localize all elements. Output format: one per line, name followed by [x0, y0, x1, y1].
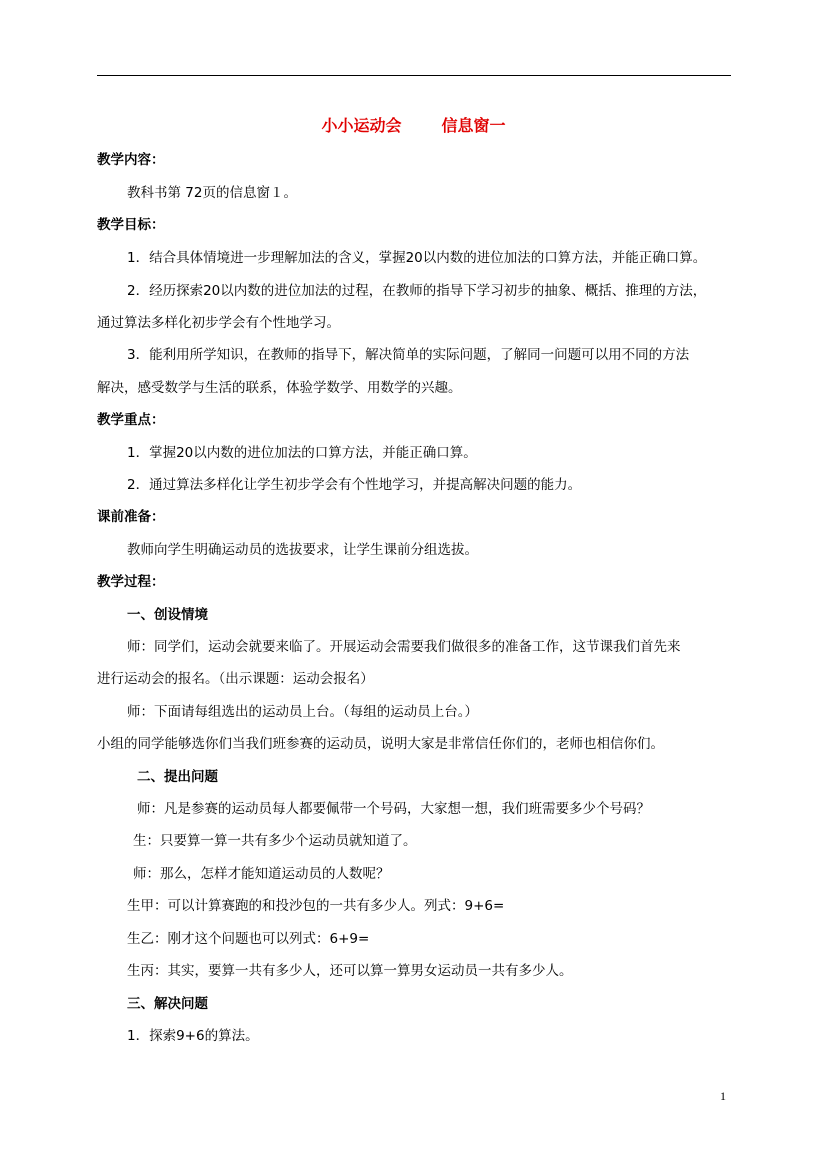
dialogue-line: 生：只要算一算一共有多少个运动员就知道了。 — [133, 833, 417, 849]
step-1: 1．探索9+6的算法。 — [127, 1028, 259, 1044]
title-part-2: 信息窗一 — [441, 116, 506, 135]
document-title — [0, 113, 827, 136]
header-rule — [97, 75, 731, 76]
subheading-scenario: 一、创设情境 — [127, 607, 208, 623]
paragraph-content: 教科书第 72页的信息窗１。 — [127, 185, 297, 201]
dialogue-line: 生丙：其实，要算一共有多少人，还可以算一算男女运动员一共有多少人。 — [127, 963, 573, 979]
dialogue-line: 师：凡是参赛的运动员每人都要佩带一个号码，大家想一想，我们班需要多少个号码？ — [137, 801, 650, 817]
goal-3-continued: 解决，感受数学与生活的联系，体验学数学、用数学的兴趣。 — [97, 380, 462, 396]
dialogue-line: 生甲：可以计算赛跑的和投沙包的一共有多少人。列式：9+6= — [127, 898, 505, 914]
title-part-1: 小小运动会 — [321, 116, 402, 135]
goal-2-continued: 通过算法多样化初步学会有个性地学习。 — [97, 315, 340, 331]
key-point-1: 1．掌握20以内数的进位加法的口算方法，并能正确口算。 — [127, 445, 477, 461]
goal-1: 1．结合具体情境进一步理解加法的含义，掌握20以内数的进位加法的口算方法，并能正确口算。 — [127, 250, 707, 266]
dialogue-line: 生乙：刚才这个问题也可以列式：6+9= — [127, 931, 370, 947]
subheading-solve: 三、解决问题 — [127, 996, 208, 1012]
goal-2: 2．经历探索20以内数的进位加法的过程，在教师的指导下学习初步的抽象、概括、推理的方法， — [127, 283, 707, 299]
preparation-text: 教师向学生明确运动员的选拔要求，让学生课前分组选拔。 — [127, 542, 478, 558]
key-point-2: 2．通过算法多样化让学生初步学会有个性地学习，并提高解决问题的能力。 — [127, 477, 582, 493]
section-heading-goals: 教学目标： — [97, 217, 165, 233]
section-heading-content: 教学内容： — [97, 152, 165, 168]
section-heading-preparation: 课前准备： — [97, 509, 165, 525]
subheading-questions: 二、提出问题 — [137, 769, 218, 785]
dialogue-line: 师：那么，怎样才能知道运动员的人数呢？ — [133, 866, 390, 882]
page-number: 1 — [720, 1089, 726, 1103]
dialogue-line-continued: 进行运动会的报名。（出示课题：运动会报名） — [97, 671, 374, 687]
goal-3: 3．能利用所学知识，在教师的指导下，解决简单的实际问题，了解同一问题可以用不同的方法 — [127, 347, 690, 363]
dialogue-line: 师：下面请每组选出的运动员上台。（每组的运动员上台。） — [127, 704, 478, 720]
paragraph-text: 小组的同学能够选你们当我们班参赛的运动员，说明大家是非常信任你们的，老师也相信你们。 — [97, 736, 664, 752]
section-heading-key-points: 教学重点： — [97, 412, 165, 428]
dialogue-line: 师：同学们，运动会就要来临了。开展运动会需要我们做很多的准备工作，这节课我们首先来 — [127, 639, 681, 655]
section-heading-process: 教学过程： — [97, 574, 165, 590]
